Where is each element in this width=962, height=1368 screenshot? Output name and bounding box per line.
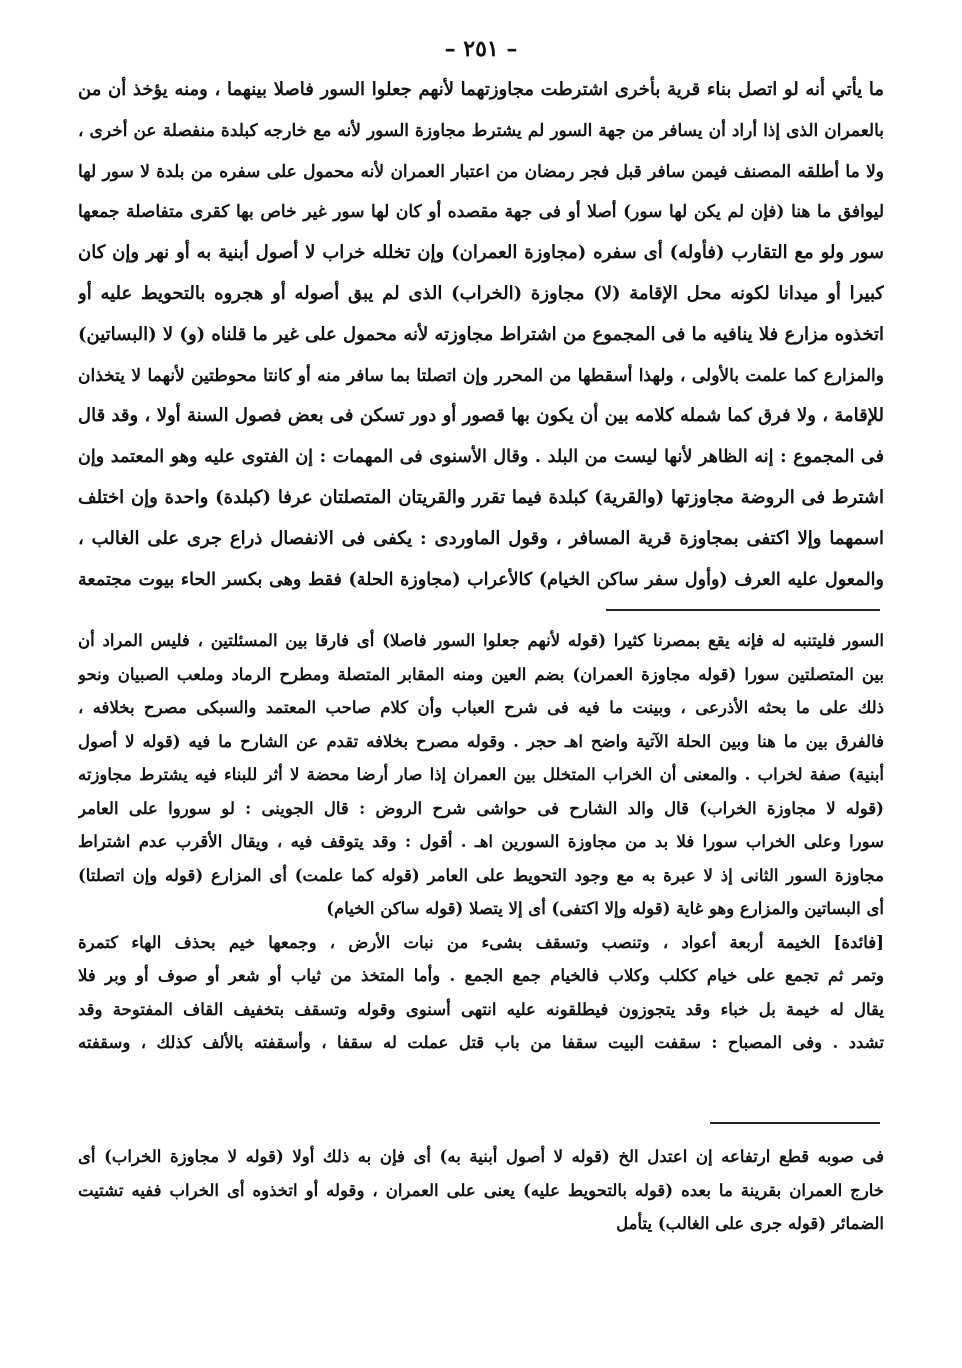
- footnote-line: السور فليتنبه له فإنه يقع بمصرنا كثيرا (قوله لأنهم جعلوا السور فاصلا) أى فارقا بين المسئلتين ، فليس المراد أن: [78, 631, 884, 650]
- main-line: اشترط فى الروضة مجاوزتها (والقرية) كبلدة فيما تقرر والقريتان المتصلتان عرفا (كبلدة) واحدة وإن اختلف: [78, 486, 884, 508]
- main-line: بالعمران الذى إذا أراد أن يسافر من جهة السور لم يشترط مجاوزة السور لأنه مع خارجه كبلدة منفصلة عن أخرى ،: [78, 120, 884, 141]
- footnote-line: أبنية) صفة لخراب . والمعنى أن الخراب المتخلل بين العمران إذا صار أرضا محضة لا أثر للبناء فيه يشترط مجاوزته: [78, 765, 884, 784]
- main-line: كبيرا أو ميدانا لكونه محل الإقامة (لا) مجاوزة (الخراب) الذى لم يبق أصوله أو هجروه بالتحويط عليه أو: [78, 282, 884, 304]
- main-line: فى المجموع : إنه الظاهر لأنها ليست من البلد . وقال الأسنوى فى المهمات : إن الفتوى عليه وهو المعتمد وإن: [78, 447, 884, 468]
- footnote-line: وتمر ثم تجمع على خيام ككلب وكلاب فالخيام جمع الجمع . وأما المتخذ من ثياب أو شعر أو صوف أو وبر فلا: [78, 966, 884, 985]
- footnote-line: فى صوبه قطع ارتفاعه إن اعتدل الخ (قوله لا أصول أبنية به) أى فإن به ذلك أولا (قوله لا مجاوزة الخراب) أى: [78, 1147, 884, 1166]
- footnote-line: أى البساتين والمزارع وهو غاية (قوله وإلا اكتفى) أى إلا يتصلا (قوله ساكن الخيام): [326, 899, 884, 918]
- footnote-line: مجاوزة السور الثانى إذ لا عبرة به مع وجود التحويط على العامر (قوله كما علمت) أى المزارع (قوله وإن اتصلتا): [78, 865, 884, 885]
- footnote-line: تشدد . وفى المصباح : سقفت البيت سقفا من باب قتل عملت له سقفا ، وأسقفته بالألف كذلك ، وسقفته: [78, 1033, 884, 1052]
- footnote-block-2: [78, 1140, 884, 1241]
- footnote-line: خارج العمران بقرينة ما بعده (قوله بالتحويط عليه) يعنى على العمران ، وقوله أو اتخذوه أى الخراب ففيه تشتيت: [78, 1180, 884, 1200]
- page-number: – ٢٥١ –: [444, 36, 518, 62]
- main-line: ليوافق ما هنا (فإن لم يكن لها سور) أصلا أو فى جهة مقصده أو كان لها سور غير خاص بها كقرى متفاصلة جمعها: [78, 202, 884, 223]
- footnote-block-1: [78, 624, 884, 1060]
- main-line: اسمهما وإلا اكتفى بمجاوزة قرية المسافر ، وقول الماوردى : يكفى فى الانفصال ذراع جرى على الغالب ،: [78, 527, 884, 549]
- main-line: سور ولو مع التقارب (فأوله) أى سفره (مجاوزة العمران) وإن تخلله خراب لا أصول أبنية به أو نهر وإن كان: [78, 242, 884, 264]
- footnote-line: يقال له خيمة بل خباء وقد يتجوزون فيطلقونه عليه انتهى أسنوى وقوله وتسقف بتخفيف القاف المفتوحة وقد: [78, 999, 884, 1019]
- main-line: ولا ما أطلقه المصنف فيمن سافر قبل فجر رمضان من اعتبار العمران لأنه محمول على سفره من بلدة لا سور لها: [78, 161, 884, 182]
- footnote-line: ذلك على ما بحثه الأذرعى ، وبينت ما فيه فى شرح العباب وأن كلام صاحب المعتمد والسبكى مصرح بخلافه ،: [78, 698, 884, 717]
- main-line: والمعول عليه العرف (وأول سفر ساكن الخيام) كالأعراب (مجاوزة الحلة) فقط وهى بكسر الحاء بيوت مجتمعة: [78, 569, 884, 590]
- footnote-line: سورا وعلى الخراب سورا فلا بد من مجاوزة السورين اهـ . أقول : وقد يتوقف فيه ، ويقال الأقرب عدم اشتراط: [78, 832, 884, 851]
- main-line: ما يأتي أنه لو اتصل بناء قرية بأخرى اشترطت مجاوزتهما لأنهم جعلوا السور فاصلا بينهما ، ومنه يؤخذ أن من: [78, 79, 884, 100]
- main-line: للإقامة ، ولا فرق كما شمله كلامه بين أن يكون بها قصور أو دور تسكن فى بعض فصول السنة أولا ، وقد قال: [78, 405, 884, 427]
- main-line: اتخذوه مزارع فلا ينافيه ما فى المجموع من اشتراط مجاوزته لأنه محمول على غير ما قلناه (و) لا (البساتين): [78, 323, 884, 345]
- footnote-line: فالفرق بين ما هنا وبين الحلة الآتية واضح اهـ حجر . وقوله مصرح بخلافه تقدم عن الشارح ما فيه (قوله لا أصول: [78, 731, 884, 751]
- main-line: والمزارع كما علمت بالأولى ، ولهذا أسقطها من المحرر وإن اتصلتا بما سافر منه أو كانتا محوطتين لأنهما لا يتخذان: [78, 365, 884, 386]
- footnote-line: (قوله لا مجاوزة الخراب) قال والد الشارح فى حواشى شرح الروض : قال الجوينى : لو سوروا على العامر: [78, 798, 884, 818]
- footnote-divider: [606, 609, 880, 611]
- footnote-divider: [710, 1122, 880, 1124]
- footnote-line: الضمائر (قوله جرى على الغالب) يتأمل: [616, 1214, 884, 1233]
- footnote-line: [فائدة] الخيمة أربعة أعواد ، وتنصب وتسقف بشىء من نبات الأرض ، وجمعها خيم بحذف الهاء كتمرة: [78, 932, 884, 952]
- main-text: [78, 70, 884, 600]
- footnote-line: بين المتصلتين سورا (قوله مجاوزة العمران) بضم العين ومنه المقابر المتصلة ومطرح الرماد وملعب الصبيان ونحو: [78, 664, 884, 684]
